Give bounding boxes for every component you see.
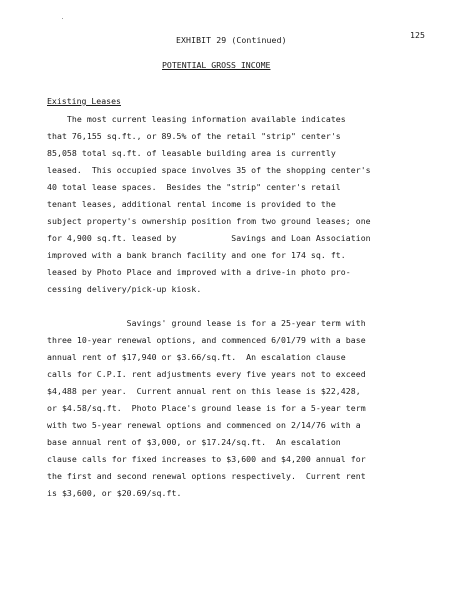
exhibit-header: EXHIBIT 29 (Continued) [176, 35, 287, 45]
paragraph2-line: or $4.58/sq.ft. Photo Place's ground lease is for a 5-year term [47, 403, 366, 413]
paragraph2-line: is $3,600, or $20.69/sq.ft. [47, 488, 182, 498]
paragraph2-line: three 10-year renewal options, and commenced 6/01/79 with a base [47, 335, 366, 345]
paragraph1-line: 85,058 total sq.ft. of leasable building area is currently [47, 148, 336, 158]
paragraph2-line: calls for C.P.I. rent adjustments every five years not to exceed [47, 369, 366, 379]
paragraph2-line: the first and second renewal options respectively. Current rent [47, 471, 366, 481]
paragraph1-line: leased by Photo Place and improved with a drive-in photo pro- [47, 267, 351, 277]
page-number: 125 [410, 30, 426, 40]
paragraph2-line: $4,488 per year. Current annual rent on this lease is $22,428, [47, 386, 361, 396]
paragraph1-line: that 76,155 sq.ft., or 89.5% of the retail "strip" center's [47, 131, 341, 141]
paragraph2-line: clause calls for fixed increases to $3,600 and $4,200 annual for [47, 454, 366, 464]
paragraph1-line: improved with a bank branch facility and one for 174 sq. ft. [47, 250, 346, 260]
scan-speck [62, 18, 63, 19]
paragraph1-line: cessing delivery/pick-up kiosk. [47, 284, 202, 294]
page-title: POTENTIAL GROSS INCOME [162, 60, 271, 70]
paragraph1-line: 40 total lease spaces. Besides the "strip" center's retail [47, 182, 341, 192]
paragraph1-line: for 4,900 sq.ft. leased by Savings and Loan Association [47, 233, 371, 243]
paragraph2-line: base annual rent of $3,000, or $17.24/sq.ft. An escalation [47, 437, 341, 447]
paragraph2-line: Savings' ground lease is for a 25-year term with [47, 318, 366, 328]
paragraph1-line: The most current leasing information available indicates [47, 114, 346, 124]
paragraph1-line: leased. This occupied space involves 35 of the shopping center's [47, 165, 371, 175]
paragraph1-line: tenant leases, additional rental income is provided to the [47, 199, 336, 209]
paragraph2-line: annual rent of $17,940 or $3.66/sq.ft. An escalation clause [47, 352, 346, 362]
paragraph2-line: with two 5-year renewal options and commenced on 2/14/76 with a [47, 420, 361, 430]
section-heading: Existing Leases [47, 96, 121, 106]
paragraph1-line: subject property's ownership position from two ground leases; one [47, 216, 371, 226]
